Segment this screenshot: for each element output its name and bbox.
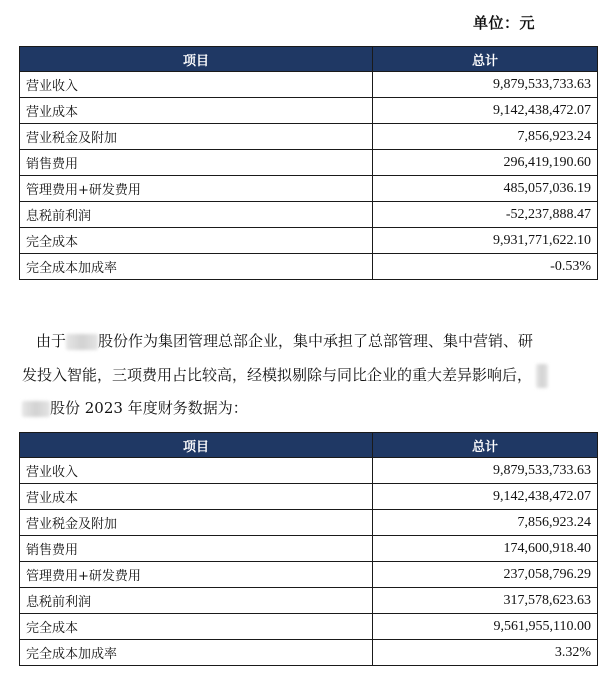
table-row [20, 536, 598, 562]
redacted-company-name [66, 334, 98, 350]
paragraph-text: 发投入智能，三项费用占比较高，经模拟剔除与同比企业的重大差异影响后， [22, 366, 533, 384]
paragraph-text: 股份 2023 年度财务数据为： [50, 399, 248, 417]
table-row [20, 150, 598, 176]
row-value: -52,237,888.47 [373, 202, 598, 228]
row-value: 7,856,923.24 [373, 510, 598, 536]
table-row [20, 98, 598, 124]
financial-table-adjusted [19, 432, 598, 666]
row-value: 9,879,533,733.63 [373, 72, 598, 98]
table-row [20, 484, 598, 510]
row-label: 完全成本加成率 [20, 640, 373, 666]
table-row [20, 458, 598, 484]
table-row [20, 72, 598, 98]
row-label: 营业成本 [20, 98, 373, 124]
row-value: 9,142,438,472.07 [373, 98, 598, 124]
table-row [20, 640, 598, 666]
row-value: 7,856,923.24 [373, 124, 598, 150]
row-label: 完全成本 [20, 614, 373, 640]
paragraph-text: 由于 [36, 332, 67, 350]
table-row [20, 588, 598, 614]
unit-label: 单位：元 [472, 14, 535, 32]
row-label: 销售费用 [20, 536, 373, 562]
row-label: 营业税金及附加 [20, 510, 373, 536]
table-row [20, 510, 598, 536]
row-value: 296,419,190.60 [373, 150, 598, 176]
row-value: 9,931,771,622.10 [373, 228, 598, 254]
table-row [20, 202, 598, 228]
table-header-row [20, 47, 598, 72]
header-item: 项目 [20, 433, 373, 458]
row-value: 3.32% [373, 640, 598, 666]
row-value: 9,561,955,110.00 [373, 614, 598, 640]
row-label: 营业成本 [20, 484, 373, 510]
header-total: 总计 [373, 433, 598, 458]
row-value: 9,142,438,472.07 [373, 484, 598, 510]
row-label: 息税前利润 [20, 202, 373, 228]
row-label: 完全成本加成率 [20, 254, 373, 280]
row-label: 管理费用+研发费用 [20, 176, 373, 202]
row-value: 9,879,533,733.63 [373, 458, 598, 484]
table-row [20, 124, 598, 150]
row-label: 营业收入 [20, 72, 373, 98]
redacted-company-name [22, 401, 50, 417]
table-row [20, 176, 598, 202]
redacted-company-name [536, 364, 548, 388]
row-label: 完全成本 [20, 228, 373, 254]
table-row [20, 614, 598, 640]
row-label: 管理费用+研发费用 [20, 562, 373, 588]
header-item: 项目 [20, 47, 373, 72]
row-label: 营业税金及附加 [20, 124, 373, 150]
financial-table-original [19, 46, 598, 280]
table-row [20, 562, 598, 588]
row-label: 息税前利润 [20, 588, 373, 614]
row-label: 营业收入 [20, 458, 373, 484]
paragraph-line-1 [36, 326, 533, 356]
table-row [20, 254, 598, 280]
row-value: 174,600,918.40 [373, 536, 598, 562]
paragraph-text: 股份作为集团管理总部企业，集中承担了总部管理、集中营销、研 [98, 332, 534, 350]
paragraph-line-3 [22, 393, 248, 423]
row-value: -0.53% [373, 254, 598, 280]
row-value: 317,578,623.63 [373, 588, 598, 614]
row-value: 237,058,796.29 [373, 562, 598, 588]
paragraph-line-2 [22, 360, 548, 390]
row-label: 销售费用 [20, 150, 373, 176]
header-total: 总计 [373, 47, 598, 72]
table-header-row [20, 433, 598, 458]
table-row [20, 228, 598, 254]
row-value: 485,057,036.19 [373, 176, 598, 202]
